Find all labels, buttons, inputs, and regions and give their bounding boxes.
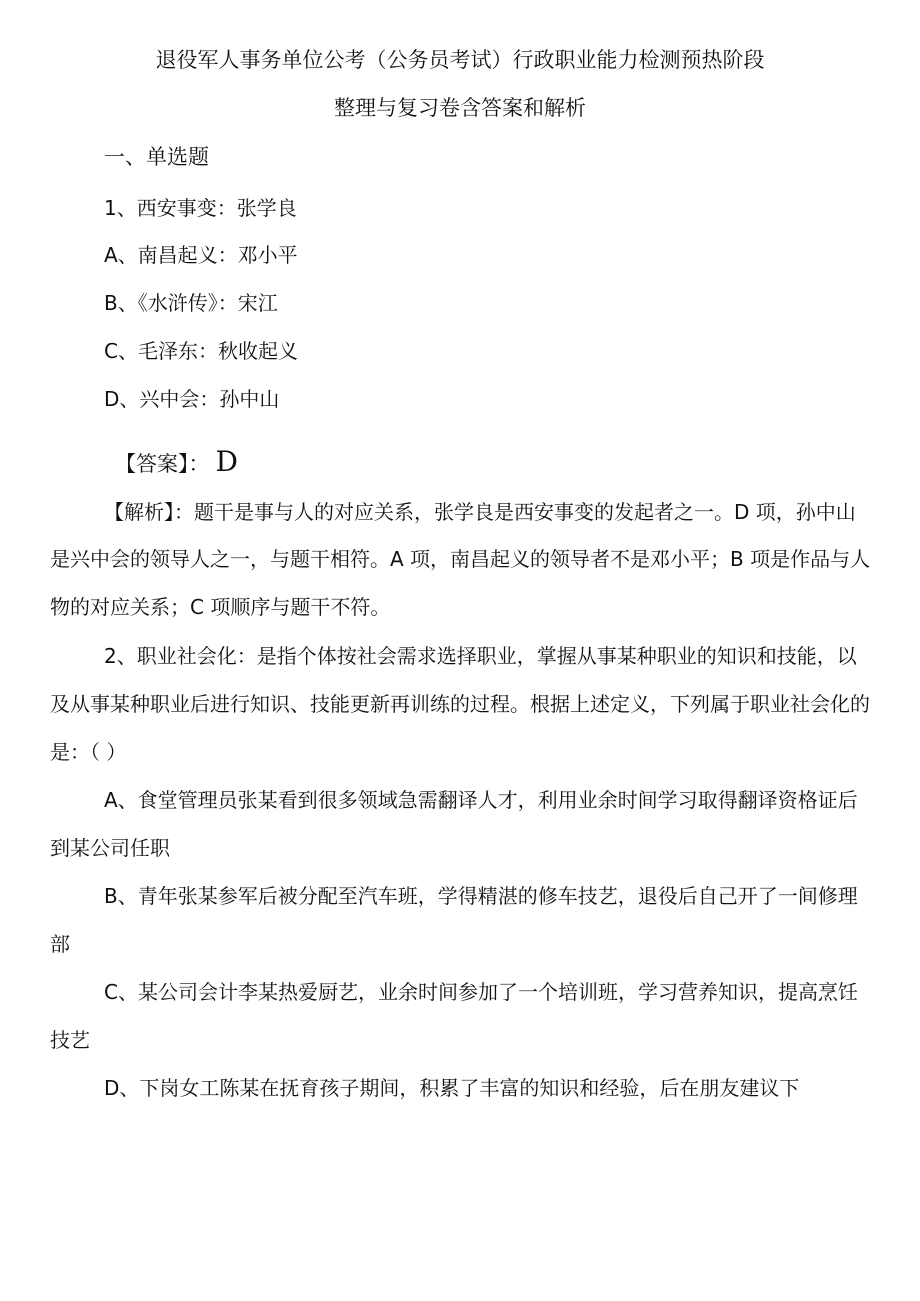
question-1-option-b: B、《水浒传》：宋江 [104,291,278,315]
question-2-stem-line-1: 2、职业社会化：是指个体按社会需求选择职业，掌握从事某种职业的知识和技能，以 [104,644,857,668]
question-1-stem: 1、西安事变：张学良 [104,196,297,220]
question-1-answer [115,446,920,480]
question-2-option-d-line-1: D、下岗女工陈某在抚育孩子期间，积累了丰富的知识和经验，后在朋友建议下 [104,1076,800,1100]
document-title-line-1: 退役军人事务单位公考（公务员考试）行政职业能力检测预热阶段 [155,48,765,72]
question-1-analysis-line-1: 【解析】：题干是事与人的对应关系，张学良是西安事变的发起者之一。D 项，孙中山 [104,500,856,524]
question-2-stem-line-2: 及从事某种职业后进行知识、技能更新再训练的过程。根据上述定义，下列属于职业社会化的 [50,692,870,716]
question-1-analysis-line-3: 物的对应关系；C 项顺序与题干不符。 [50,595,391,619]
question-1-analysis-line-2: 是兴中会的领导人之一，与题干相符。A 项，南昌起义的领导者不是邓小平；B 项是作品与人 [50,547,870,571]
question-2-option-c-line-1: C、某公司会计李某热爱厨艺，业余时间参加了一个培训班，学习营养知识，提高烹饪 [104,980,858,1004]
question-1-option-c: C、毛泽东：秋收起义 [104,339,298,363]
answer-value: D [215,446,238,478]
question-2-option-b-line-1: B、青年张某参军后被分配至汽车班，学得精湛的修车技艺，退役后自己开了一间修理 [104,884,858,908]
question-2-option-b-line-2: 部 [50,932,70,956]
question-1-option-d: D、兴中会：孙中山 [104,387,280,411]
question-2-stem-line-3: 是：（ ） [50,740,127,764]
question-2-option-a-line-2: 到某公司任职 [50,836,170,860]
answer-label: 【答案】： [115,452,210,476]
question-2-option-c-line-2: 技艺 [50,1028,90,1052]
document-title-line-2: 整理与复习卷含答案和解析 [334,96,586,120]
question-1-option-a: A、南昌起义：邓小平 [104,243,298,267]
question-2-option-a-line-1: A、食堂管理员张某看到很多领域急需翻译人才，利用业余时间学习取得翻译资格证后 [104,788,858,812]
section-heading: 一、单选题 [104,145,209,169]
